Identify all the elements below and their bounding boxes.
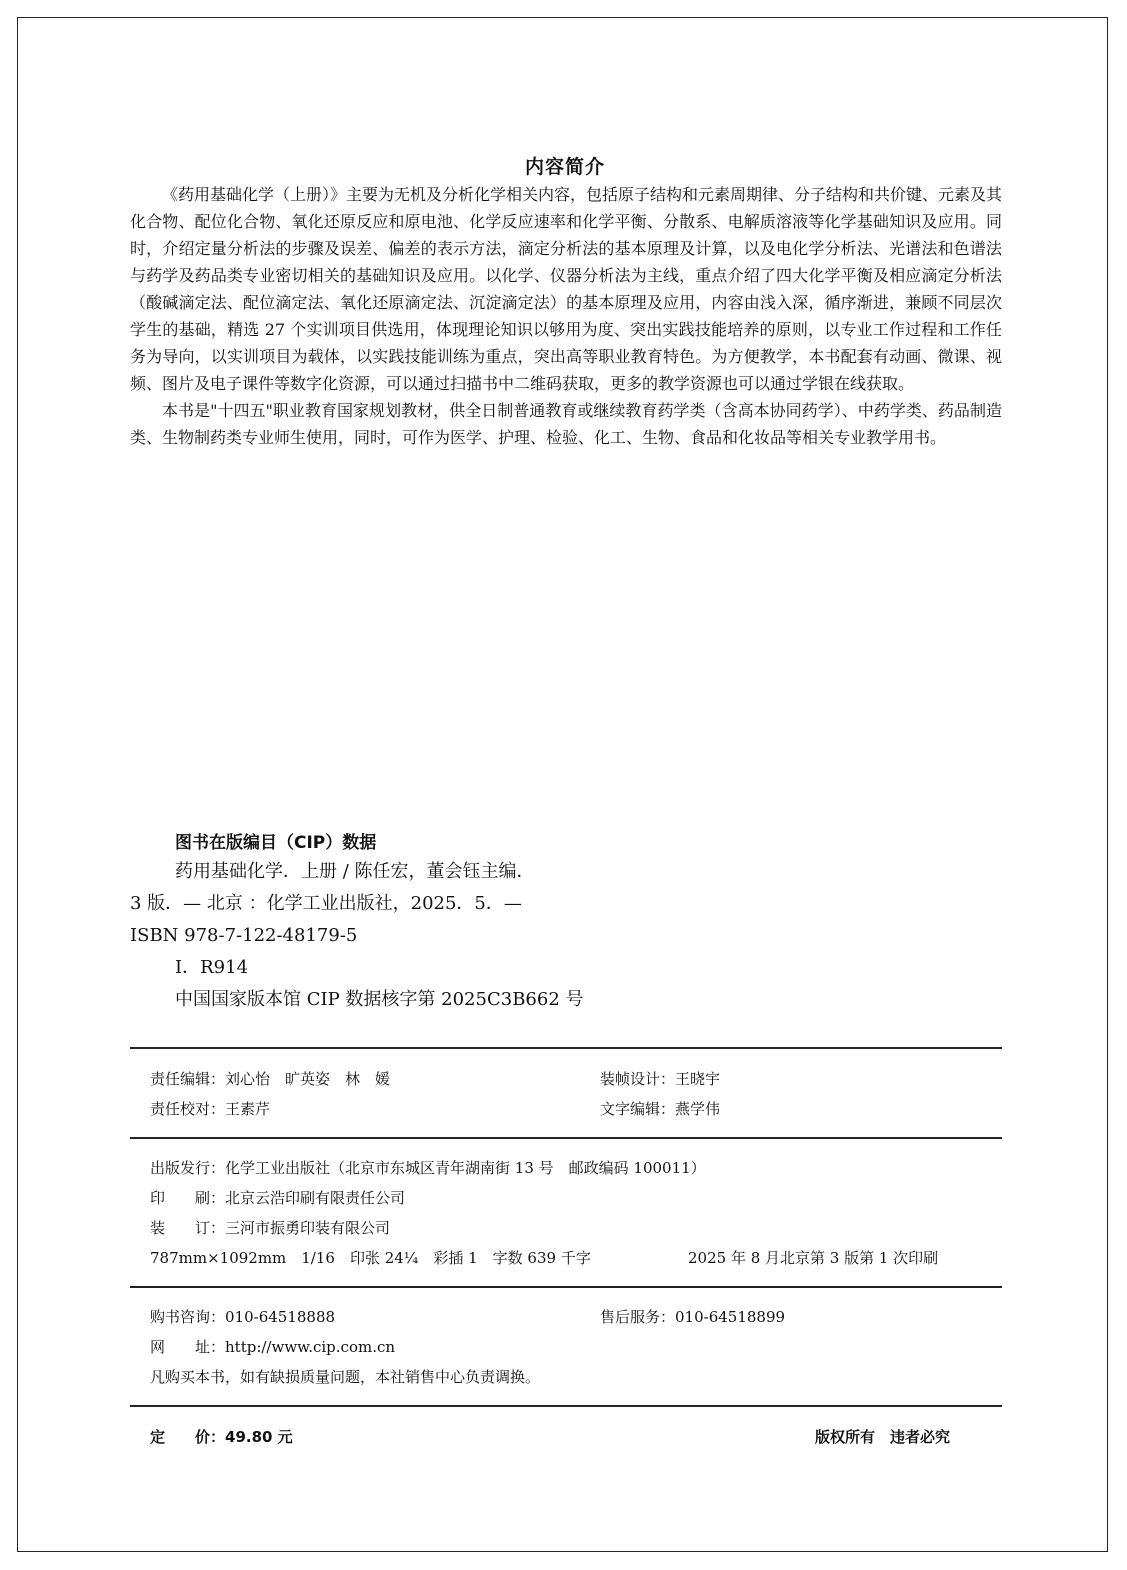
cip-heading: 图书在版编目（CIP）数据 xyxy=(175,833,377,853)
cip-edition-line: 3 版．— 北京 ：化学工业出版社，2025．5．— xyxy=(130,893,522,914)
cip-record-line: 中国国家版本馆 CIP 数据核字第 2025C3B662 号 xyxy=(175,989,584,1010)
cip-title-line: 药用基础化学．上册 / 陈任宏，董会钰主编． xyxy=(175,861,535,882)
edition-info: 2025 年 8 月北京第 3 版第 1 次印刷 xyxy=(688,1249,939,1267)
divider-1 xyxy=(130,1047,1002,1049)
responsible-editor: 责任编辑：刘心怡 旷英姿 林 媛 xyxy=(150,1070,391,1088)
summary-title: 内容简介 xyxy=(524,156,605,178)
cover-design: 装帧设计：王晓宇 xyxy=(600,1070,721,1088)
cip-block xyxy=(130,828,850,1016)
replacement-notice: 凡购买本书，如有缺损质量问题，本社销售中心负责调换。 xyxy=(150,1368,541,1386)
summary-body xyxy=(130,181,1002,451)
after-sales-hotline: 售后服务：010-64518899 xyxy=(600,1308,786,1326)
cip-class-line: Ⅰ．R914 xyxy=(175,957,249,978)
format-info: 787mm×1092mm 1/16 印张 24¼ 彩插 1 字数 639 千字 xyxy=(150,1249,591,1267)
divider-4 xyxy=(130,1405,1002,1407)
summary-paragraph-2: 本书是"十四五"职业教育国家规划教材，供全日制普通教育或继续教育药学类（含高本协同药学）、中药学类、药品制造类、生物制药类专业师生使用，同时，可作为医学、护理、检验、化工、生物、食品和化妆品等相关专业教学用书。 xyxy=(130,401,1002,447)
purchase-hotline: 购书咨询：010-64518888 xyxy=(150,1308,336,1326)
summary-paragraph-1: 《药用基础化学（上册）》主要为无机及分析化学相关内容，包括原子结构和元素周期律、分子结构和共价键、元素及其化合物、配位化合物、氧化还原反应和原电池、化学反应速率和化学平衡、分散系、电解质溶液等化学基础知识及应用。同时，介绍定量分析法的步骤及误差、偏差的表示方法，滴定分析法的基本原理及计算，以及电化学分析法、光谱法和色谱法与药学及药品类专业密切相关的基础知识及应用。以化学、仪器分析法为主线，重点介绍了四大化学平衡及相应滴定分析法（酸碱滴定法、配位滴定法、氧化还原滴定法、沉淀滴定法）的基本原理及应用，内容由浅入深，循序渐进，兼顾不同层次学生的基础，精选 27 个实训项目供选用，体现理论知识以够用为度、突出实践技能培养的原则，以专业工作过程和工作任务为导向，以实训项目为载体，以实践技能训练为重点，突出高等职业教育特色。为方便教学，本书配套有动画、微课、视频、图片及电子课件等数字化资源，可以通过扫描书中二维码获取，更多的教学资源也可以通过学银在线获取。 xyxy=(130,185,1003,393)
text-editor: 文字编辑：燕学伟 xyxy=(600,1100,721,1118)
website: 网 址：http://www.cip.com.cn xyxy=(150,1338,396,1356)
copyright-notice: 版权所有 违者必究 xyxy=(815,1428,951,1446)
divider-2 xyxy=(130,1137,1002,1139)
binder: 装 订：三河市振勇印装有限公司 xyxy=(150,1219,391,1237)
printer: 印 刷：北京云浩印刷有限责任公司 xyxy=(150,1189,406,1207)
proofreader: 责任校对：王素芹 xyxy=(150,1100,271,1118)
price: 定 价：49.80 元 xyxy=(150,1428,293,1446)
divider-3 xyxy=(130,1286,1002,1288)
publisher: 出版发行：化学工业出版社（北京市东城区青年湖南街 13 号 邮政编码 100011） xyxy=(150,1159,706,1177)
cip-isbn-line: ISBN 978-7-122-48179-5 xyxy=(130,925,358,946)
